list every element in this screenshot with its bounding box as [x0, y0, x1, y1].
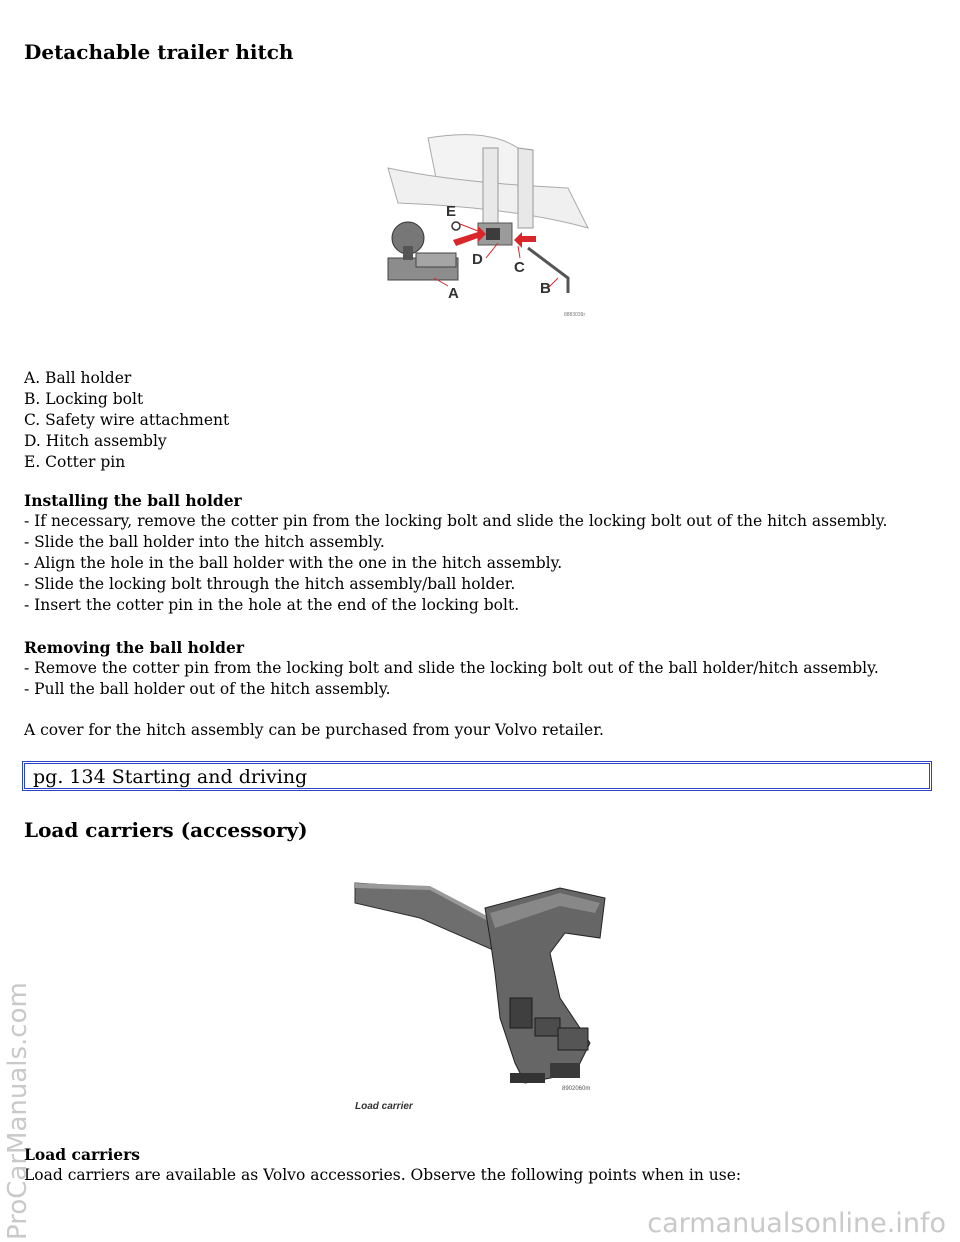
watermark-left: ProCarManuals.com [3, 982, 33, 1240]
install-step: - Slide the ball holder into the hitch assembly. [24, 533, 385, 551]
install-instructions [24, 490, 887, 616]
figure-code: 8883039r [564, 312, 586, 318]
figure-label-d: D [472, 251, 483, 268]
figure-label-e: E [446, 203, 457, 220]
install-step: - Slide the locking bolt through the hitch assembly/ball holder. [24, 575, 516, 593]
figure-label-a: A [448, 285, 459, 302]
load-carrier-illustration [350, 878, 620, 1113]
figure-label-c: C [514, 259, 525, 276]
legend-item: D. Hitch assembly [24, 432, 167, 450]
legend-item: E. Cotter pin [24, 453, 126, 471]
figure-label-b: B [540, 280, 551, 297]
figure-code: 8902060m [562, 1086, 591, 1092]
legend-item: A. Ball holder [24, 369, 132, 387]
remove-step: - Remove the cotter pin from the locking bolt and slide the locking bolt out of the ball holder/hitch assembly. [24, 659, 879, 677]
cover-note: A cover for the hitch assembly can be purchased from your Volvo retailer. [24, 721, 604, 739]
remove-heading: Removing the ball holder [24, 638, 244, 657]
figure-caption: Load carrier [355, 1101, 413, 1112]
legend-item: C. Safety wire attachment [24, 411, 230, 429]
install-step: - If necessary, remove the cotter pin from the locking bolt and slide the locking bolt out of the hitch assembly. [24, 512, 888, 530]
install-heading: Installing the ball holder [24, 491, 242, 510]
page-header-box [22, 761, 932, 791]
load-carriers-section [24, 1144, 741, 1186]
load-carriers-heading: Load carriers [24, 1145, 140, 1164]
page-header-text: pg. 134 Starting and driving [33, 766, 308, 788]
figure-legend [24, 368, 229, 473]
install-step: - Insert the cotter pin in the hole at the end of the locking bolt. [24, 596, 520, 614]
legend-item: B. Locking bolt [24, 390, 144, 408]
section-title-load-carriers: Load carriers (accessory) [24, 818, 308, 842]
watermark-bottom: carmanualsonline.info [647, 1208, 946, 1239]
load-carriers-body: Load carriers are available as Volvo accessories. Observe the following points when in use: [24, 1166, 742, 1184]
remove-step: - Pull the ball holder out of the hitch assembly. [24, 680, 391, 698]
install-step: - Align the hole in the ball holder with the one in the hitch assembly. [24, 554, 563, 572]
section-title-trailer-hitch: Detachable trailer hitch [24, 40, 294, 64]
trailer-hitch-illustration [368, 128, 598, 328]
remove-instructions [24, 637, 879, 700]
